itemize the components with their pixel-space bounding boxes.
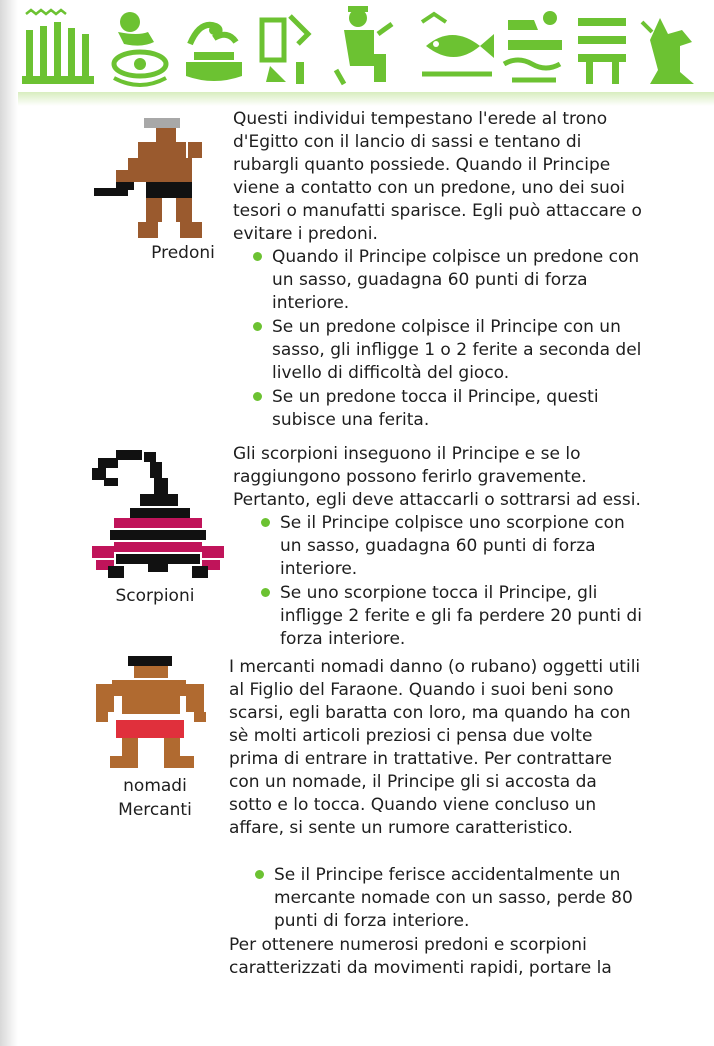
fish-icon xyxy=(422,14,494,74)
list-item: Se il Principe ferisce accidentalmente un mercante nomade con un sasso, perde 80 punti di forza interiore. xyxy=(252,864,648,933)
header-fade xyxy=(18,92,714,106)
list-item: Se un predone colpisce il Principe con un sasso, gli infligge 1 o 2 ferite a seconda del livello di difficoltà del gioco. xyxy=(250,316,650,385)
hieroglyph-strip xyxy=(18,0,714,92)
scroll-foot-icon xyxy=(262,16,308,84)
bullet-icon xyxy=(253,322,262,331)
closing-paragraph: Per ottenere numerosi predoni e scorpioni caratterizzati da movimenti rapidi, portare la xyxy=(229,935,612,978)
eye-bird-icon xyxy=(114,12,166,85)
hieroglyph-header xyxy=(18,0,714,92)
scorpion-sprite xyxy=(90,448,226,582)
jackal-icon xyxy=(642,18,694,84)
mercanti-caption-line2: Mercanti xyxy=(118,800,192,820)
seated-figure-icon xyxy=(336,6,392,84)
scorpioni-paragraph: Gli scorpioni inseguono il Principe e se lo raggiungono possono ferirlo gravemente. Pertanto, egli deve attaccarli o sottrarsi ad essi. xyxy=(233,444,641,510)
columns-icon xyxy=(578,18,626,84)
bullet-icon xyxy=(255,870,264,879)
bullet-icon xyxy=(253,252,262,261)
list-item: Se uno scorpione tocca il Principe, gli infligge 2 ferite e gli fa perdere 20 punti di forza interiore. xyxy=(258,582,650,651)
reeds-wave-icon xyxy=(22,10,94,84)
mercanti-paragraph: I mercanti nomadi danno (o rubano) oggetti utili al Figlio del Faraone. Quando i suoi beni sono scarsi, egli baratta con loro, ma quando ha con sè molti articoli preziosi ci pensa due volte prima di entrare in trattative. Per contrattare con un nomade, il Principe gli si accosta da sotto e lo tocca. Quando viene concluso un affare, si sente un rumore caratteristico. xyxy=(229,657,641,838)
predoni-bullets xyxy=(250,246,650,433)
list-item: Se un predone tocca il Principe, questi subisce una ferita. xyxy=(250,386,650,432)
list-item: Se il Principe colpisce uno scorpione con un sasso, guadagna 60 punti di forza interiore. xyxy=(258,512,650,581)
list-item: Quando il Principe colpisce un predone con un sasso, guadagna 60 punti di forza interiore. xyxy=(250,246,650,315)
bullet-icon xyxy=(253,392,262,401)
scorpioni-caption: Scorpioni xyxy=(115,586,195,606)
beetle-icon xyxy=(504,11,562,80)
mercanti-caption-line1: nomadi xyxy=(123,776,187,796)
mercante-sprite xyxy=(92,654,216,770)
bullet-icon xyxy=(261,588,270,597)
predone-sprite xyxy=(92,114,222,242)
mercanti-bullets xyxy=(252,864,648,934)
predoni-paragraph: Questi individui tempestano l'erede al trono d'Egitto con il lancio di sassi e tentano di rubargli quanto possiede. Quando il Principe viene a contatto con un predone, uno dei suoi tesori o manufatti sparisce. Egli può attaccare o evitare i predoni. xyxy=(233,109,642,244)
scorpioni-bullets xyxy=(258,512,650,652)
page-binding-shadow xyxy=(0,0,18,1046)
basket-snake-icon xyxy=(186,25,242,81)
bullet-icon xyxy=(261,518,270,527)
predoni-caption: Predoni xyxy=(151,243,215,263)
